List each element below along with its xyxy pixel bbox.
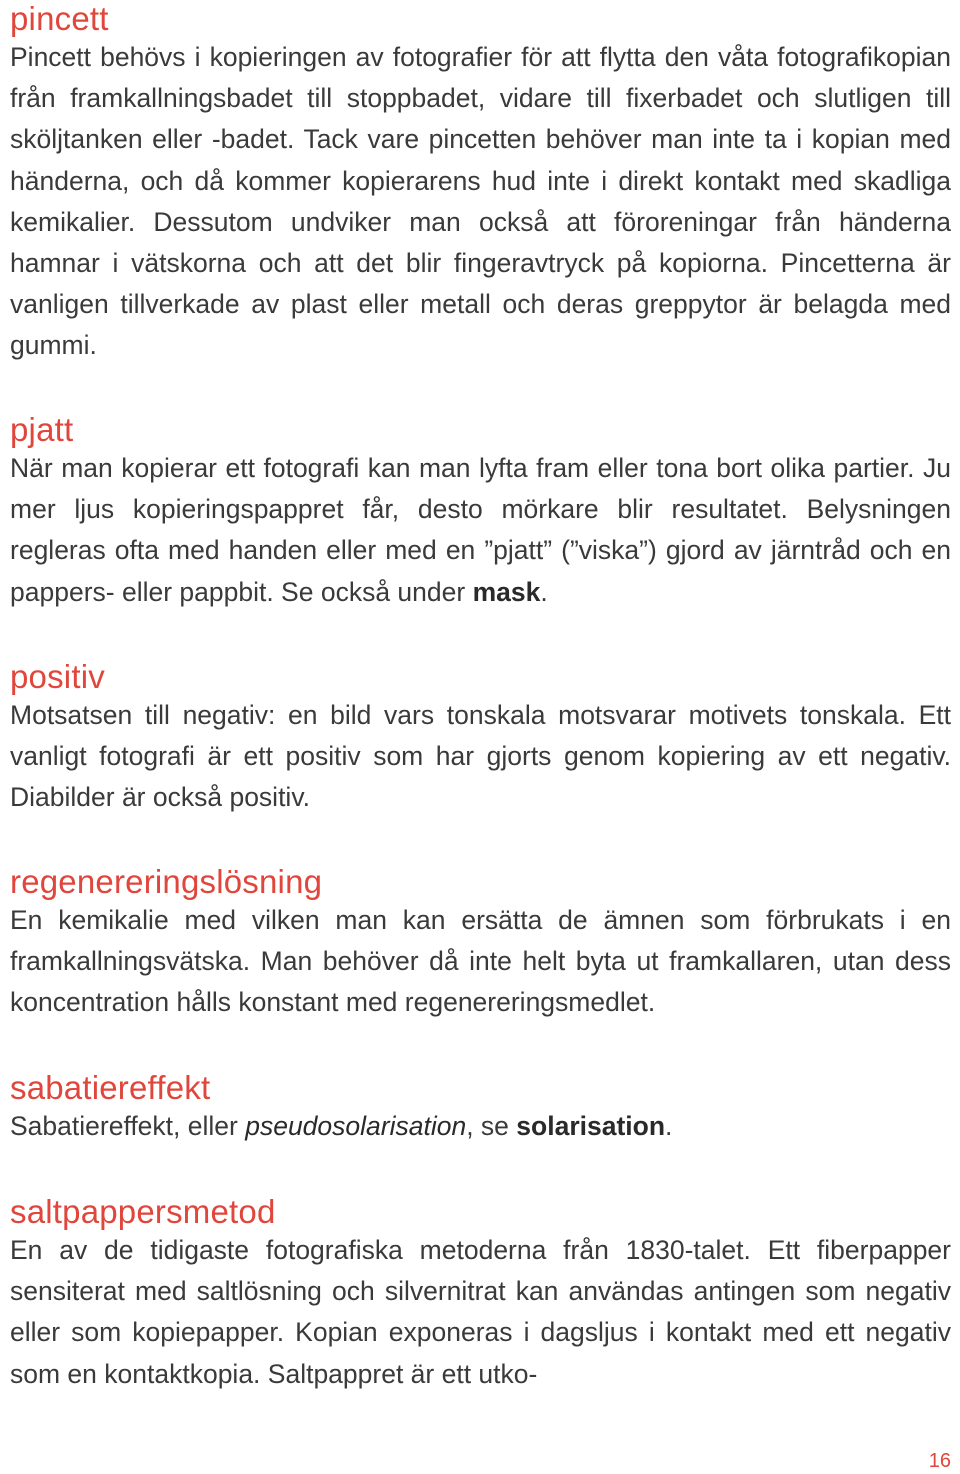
page-number: 16 [928, 1450, 951, 1472]
entry-positiv [10, 657, 951, 819]
entry-regenereringslosning [10, 862, 951, 1024]
definition-text: Motsatsen till negativ: en bild vars tonskala motsvarar motivets tonskala. Ett vanligt fotografi är ett positiv som har gjorts genom kopiering av ett negativ. Diabilder är också positiv. [10, 700, 951, 813]
definition-end: . [540, 576, 548, 607]
definition-text: En av de tidigaste fotografiska metoderna från 1830-talet. Ett fiberpapper sensiterat med saltlösning och silvernitrat kan användas antingen som negativ eller som kopiepapper. Kopian exponeras i dagsljus i kontakt med ett negativ som en kontaktkopia. Saltpappret är ett utko- [10, 1235, 951, 1389]
definition-text [10, 1106, 951, 1147]
term-heading: saltpappersmetod [10, 1193, 276, 1230]
term-heading: positiv [10, 658, 105, 695]
term-heading: regenereringslösning [10, 863, 323, 900]
entry-sabatiereffekt [10, 1068, 951, 1147]
cross-reference-solarisation[interactable]: solarisation [516, 1111, 666, 1141]
definition-middle-text: , se [466, 1111, 509, 1141]
entry-pincett [10, 0, 951, 367]
definition-text: Pincett behövs i kopieringen av fotografier för att flytta den våta fotografikopian från framkallningsbadet till stoppbadet, vidare till fixerbadet och slutligen till sköljtanken eller -badet. Tack vare pincetten behöver man inte ta i kopian med händerna, och då kommer kopierarens hud inte i direkt kontakt med skadliga kemikalier. Dessutom undviker man också att föroreningar från händerna hamnar i vätskorna och att det blir fingeravtryck på kopiorna. Pincetterna är vanligen tillverkade av plast eller metall och deras greppytor är belagda med gummi. [10, 42, 951, 361]
term-heading: pincett [10, 0, 109, 37]
cross-reference-mask[interactable]: mask [472, 576, 541, 607]
definition-end: . [665, 1111, 673, 1141]
term-heading: sabatiereffekt [10, 1069, 211, 1106]
definition-main-text: När man kopierar ett fotografi kan man lyfta fram eller tona bort olika partier. Ju mer ljus kopieringspappret får, desto mörkare blir resultatet. Belysningen regleras ofta med handen eller med en ”pjatt” (”viska”) gjord av järntråd och en pappers- eller pappbit. Se också under [10, 453, 951, 607]
entry-saltpappersmetod [10, 1192, 951, 1395]
definition-text [10, 448, 951, 613]
definition-text: En kemikalie med vilken man kan ersätta de ämnen som förbrukats i en framkallningsvätska. Man behöver då inte helt byta ut framkallaren, utan dess koncentration hålls konstant med regenereringsmedlet. [10, 905, 951, 1018]
italic-term: pseudosolarisation [245, 1111, 467, 1141]
definition-main-text: Sabatiereffekt, eller [10, 1111, 238, 1141]
entry-pjatt [10, 410, 951, 613]
term-heading: pjatt [10, 411, 74, 448]
